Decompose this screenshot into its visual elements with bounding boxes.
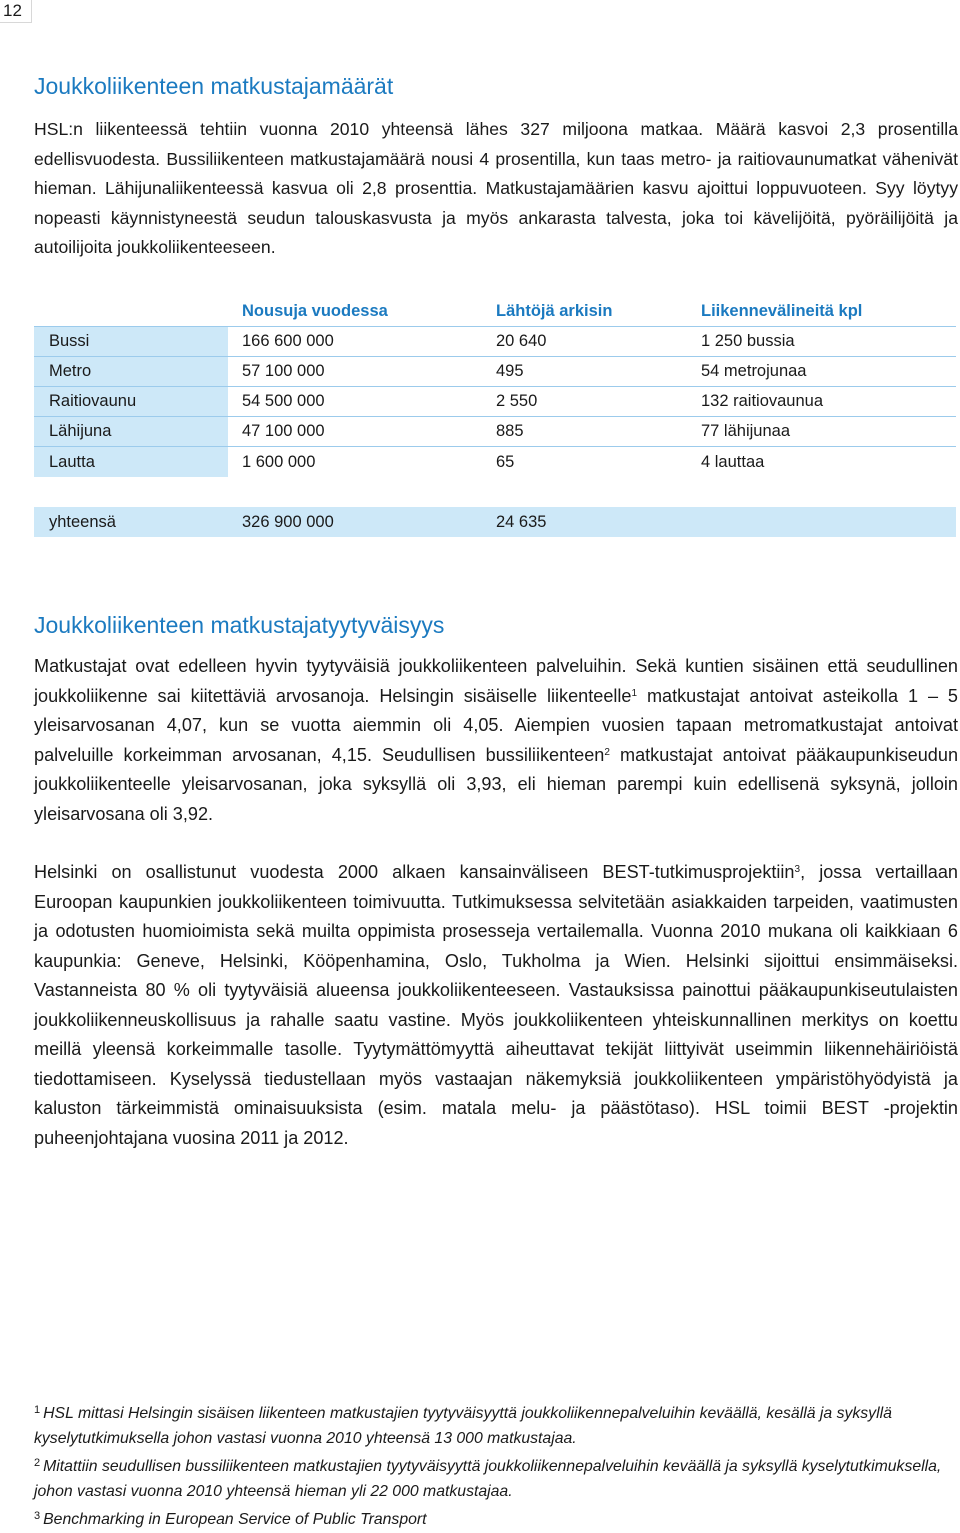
table-cell: 1 600 000	[242, 452, 316, 471]
footnote-text: Mitattiin seudullisen bussiliikenteen matkustajien tyytyväisyyttä joukkoliikennepalveluihin keväällä ja syksyllä kyselytutkimuksella, johon vastasi vuonna 2010 yhteensä hieman yli 22 000 matkustajaa.	[34, 1458, 942, 1500]
table-cell: 4 lauttaa	[701, 452, 765, 471]
page-number: 12	[0, 0, 32, 23]
table-cell: 57 100 000	[228, 357, 482, 387]
footnote	[34, 1504, 954, 1533]
section-heading-satisfaction: Joukkoliikenteen matkustajatyytyväisyys	[34, 612, 445, 638]
footnote-text: Benchmarking in European Service of Public Transport	[43, 1511, 427, 1528]
table-cell: 495	[482, 357, 687, 387]
footnote	[34, 1451, 954, 1504]
table-header-cell: Liikennevälineitä kpl	[701, 302, 863, 320]
section-heading-passenger-numbers: Joukkoliikenteen matkustajamäärät	[34, 73, 394, 99]
table-cell: 2 550	[482, 387, 687, 417]
table-cell: 132 raitiovaunua	[687, 387, 956, 417]
table-row	[34, 357, 956, 387]
footnote-text: HSL mittasi Helsingin sisäisen liikenteen matkustajien tyytyväisyyttä joukkoliikennepalveluihin keväällä, kesällä ja syksyllä kyselytutkimuksella johon vastasi vuonna 2010 yhteensä 13 000 matkustajaa.	[34, 1405, 892, 1447]
table-cell: Raitiovaunu	[34, 387, 228, 417]
table-cell: Bussi	[34, 327, 228, 357]
table-cell: 885	[482, 417, 687, 447]
satisfaction-paragraph	[34, 652, 958, 829]
table-header-cell: Nousuja vuodessa	[242, 302, 388, 320]
text-run: Helsinki on osallistunut vuodesta 2000 alkaen kansainväliseen BEST-tutkimusprojektiin	[34, 862, 795, 882]
table-row	[34, 387, 956, 417]
footnotes	[34, 1398, 954, 1533]
table-cell: yhteensä	[49, 512, 116, 531]
table-cell: Lähijuna	[34, 417, 228, 447]
table-total-row	[34, 507, 956, 537]
table-cell: Metro	[34, 357, 228, 387]
text-run: , jossa vertaillaan Euroopan kaupunkien joukkoliikenteen toimivuutta. Tutkimuksessa selvitetään asiakkaiden tarpeiden, vaatimusten ja odotusten huomioimista sekä muilta oppimista prosesseja vertailemalla. Vuonna 2010 mukana oli kaikkiaan 6 kaupunkia: Geneve, Helsinki, Kööpenhamina, Oslo, Tukholma ja Wien. Helsinki sijoittui ensimmäiseksi. Vastanneista 80 % oli tyytyväisiä alueensa joukkoliikenteeseen. Vastauksissa painottui pääkaupunkiseutulaisten joukkoliikenneuskollisuus ja rahalle saatu vastine. Myös joukkoliikenteen yhteiskunnallinen merkitys on koettu meillä yleensä korkeimmalle tasolle. Tyytymättömyyttä aiheuttavat tekijät liittyivät useimmin liikennehäiriöistä tiedottamiseen. Kyselyssä tiedustellaan myös vastaajan näkemyksiä joukkoliikenteen ympäristöhyödyistä ja kaluston tärkeimmistä ominaisuuksista (esim. matala melu- ja päästötaso). HSL toimii BEST -projektin puheenjohtajana vuosina 2011 ja 2012.	[34, 862, 958, 1148]
table-header-cell	[34, 297, 228, 326]
footnote-ref: 3	[794, 864, 801, 875]
passenger-stats-table	[34, 297, 956, 477]
table-cell: Lautta	[34, 447, 228, 477]
table-cell: 65	[496, 452, 515, 471]
table-header-row	[34, 297, 956, 327]
text-run: matkustajat antoivat pääkaupunkiseudun joukkoliikenteelle yleisarvosanan, joka syksyllä oli 3,93, eli hieman parempi kuin edellisenä syksynä, jolloin yleisarvosana oli 3,92.	[34, 744, 959, 824]
footnote-number: 3	[34, 1510, 41, 1522]
table-row	[34, 447, 956, 477]
table-cell: 54 metrojunaa	[687, 357, 956, 387]
table-header-cell: Lähtöjä arkisin	[496, 302, 613, 320]
table-cell: 54 500 000	[228, 387, 482, 417]
table-row	[34, 327, 956, 357]
table-cell: 1 250 bussia	[687, 327, 956, 357]
table-cell: 24 635	[496, 512, 547, 531]
footnote	[34, 1398, 954, 1451]
footnote-ref: 1	[631, 687, 638, 699]
text-run: matkustajat antoivat asteikolla 1 – 5 yleisarvosanan 4,07, kun se vuotta aiemmin oli 4,05. Aiempien vuosien tapaan metromatkustajat antoivat palveluille korkeimman arvosanan, 4,15. Seudullisen bussiliikenteen	[34, 685, 958, 765]
text-run: Matkustajat ovat edelleen hyvin tyytyväisiä joukkoliikenteen palveluihin. Sekä kuntien sisäinen että seudullinen joukkoliikenne sai kiitettäviä arvosanoja. Helsingin sisäiselle liikenteelle	[34, 656, 958, 706]
table-cell: 20 640	[482, 327, 687, 357]
footnote-number: 2	[34, 1457, 41, 1469]
table-cell: 166 600 000	[228, 327, 482, 357]
table-cell: 47 100 000	[228, 417, 482, 447]
best-project-paragraph	[34, 858, 958, 1153]
table-row	[34, 417, 956, 447]
table-cell: 326 900 000	[242, 512, 334, 531]
intro-paragraph: HSL:n liikenteessä tehtiin vuonna 2010 yhteensä lähes 327 miljoona matkaa. Määrä kasvoi 2,3 prosentilla edellisvuodesta. Bussiliikenteen matkustajamäärä nousi 4 prosentilla, kun taas metro- ja raitiovaunumatkat vähenivät hieman. Lähijunaliikenteessä kasvua oli 2,8 prosenttia. Matkustajamäärien kasvu ajoittui loppuvuoteen. Syy löytyy nopeasti käynnistyneestä seudun talouskasvusta ja myös ankarasta talvesta, joka toi kävelijöitä, pyöräilijöitä ja autoilijoita joukkoliikenteeseen.	[34, 119, 958, 257]
table-cell: 77 lähijunaa	[687, 417, 956, 447]
footnote-ref: 2	[604, 746, 610, 758]
footnote-number: 1	[34, 1404, 41, 1416]
